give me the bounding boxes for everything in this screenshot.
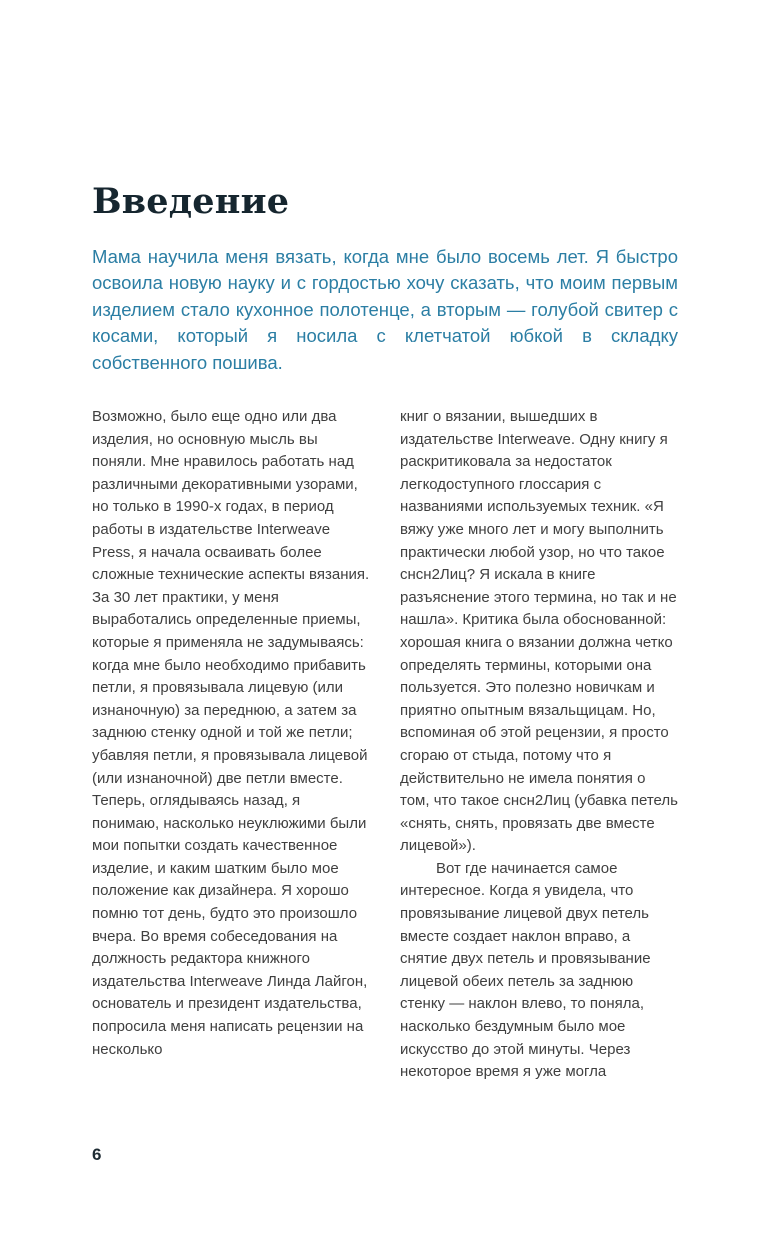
page-number: 6 <box>92 1145 102 1164</box>
chapter-title: Введение <box>92 181 290 222</box>
left-column-paragraph-1: Возможно, было еще одно или два изделия, но основную мысль вы поняли. Мне нравилось работать над различными декоративными узорами, но только в 1990-х годах, в период работы в издательстве Interweave Press, я начала осваивать более сложные технические аспекты вязания. За 30 лет практики, у меня выработались определенные приемы, которые я применяла не задумываясь: когда мне было необходимо прибавить петли, я провязывала лицевую (или изнаночную) за переднюю, а затем за заднюю стенку одной и той же петли; убавляя петли, я провязывала лицевой (или изнаночной) две петли вместе. Теперь, оглядываясь назад, я понимаю, насколько неуклюжими были мои попытки создать качественное изделие, и каким шатким было мое положение как дизайнера. Я хорошо помню тот день, будто это произошло вчера. Во время собеседования на должность редактора книжного издательства Interweave Линда Лайгон, основатель и президент издательства, попросила меня написать рецензии на несколько <box>92 408 370 1058</box>
lead-paragraph: Мама научила меня вязать, когда мне было восемь лет. Я быстро освоила новую науку и с гордостью хочу сказать, что моим первым изделием стало кухонное полотенце, а вторым — голубой свитер с косами, который я носила с клетчатой юбкой в складку собственного пошива. <box>92 245 678 373</box>
right-column-paragraph-2: Вот где начинается самое интересное. Когда я увидела, что провязывание лицевой двух петель вместе создает наклон вправо, а снятие двух петель и провязывание лицевой обеих петель за заднюю стенку — наклон влево, то поняла, насколько бездумным было мое искусство до этой минуты. Через некоторое время я уже могла <box>400 859 651 1081</box>
right-column <box>400 406 678 1084</box>
left-column <box>92 406 370 1084</box>
right-column-paragraph-1: книг о вязании, вышедших в издательстве Interweave. Одну книгу я раскритиковала за недостаток легкодоступного глоссария с названиями используемых техник. «Я вяжу уже много лет и могу выполнить практически любой узор, но что такое снсн2Лиц? Я искала в книге разъяснение этого термина, но так и не нашла». Критика была обоснованной: хорошая книга о вязании должна четко определять термины, которыми она пользуется. Это полезно новичкам и приятно опытным вязальщицам. Но, вспоминая об этой рецензии, я просто сгораю от стыда, потому что я действительно не имела понятия о том, что такое снсн2Лиц (убавка петель «снять, снять, провязать две вместе лицевой»). <box>400 408 678 855</box>
page-content <box>92 0 678 1084</box>
body-columns <box>92 406 678 1084</box>
